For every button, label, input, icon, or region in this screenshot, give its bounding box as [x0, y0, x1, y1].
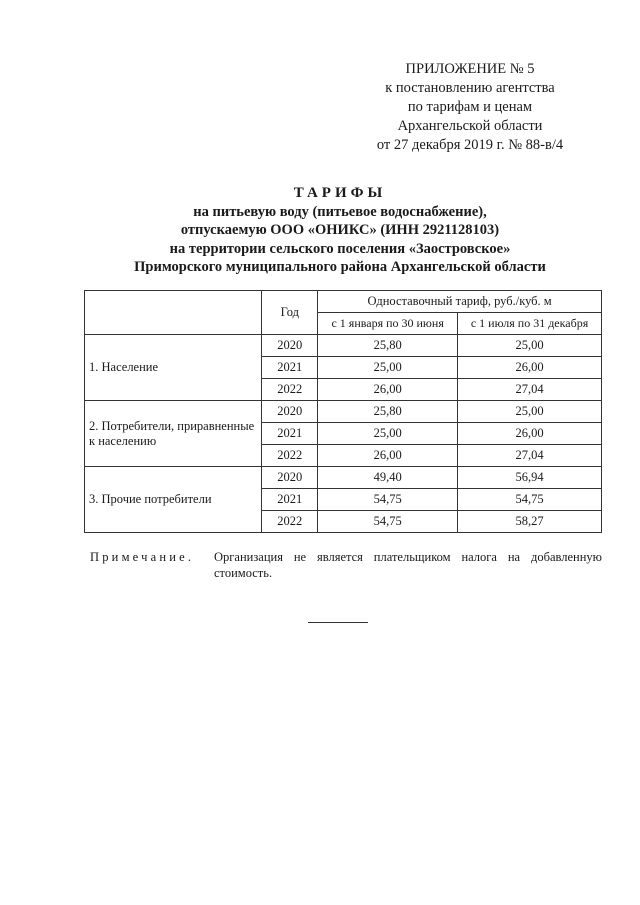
- title-line: отпускаемую ООО «ОНИКС» (ИНН 2921128103): [180, 222, 500, 239]
- year-cell: 2020: [262, 467, 318, 489]
- category-cell: 2. Потребители, приравненные к населению: [85, 401, 262, 467]
- tariff-cell: 54,75: [318, 489, 458, 511]
- tariff-cell: 25,00: [458, 335, 602, 357]
- category-cell: 3. Прочие потребители: [85, 467, 262, 533]
- appendix-line: Архангельской области: [397, 118, 543, 134]
- note-label: Примечание.: [90, 550, 195, 564]
- table-row: [85, 401, 602, 423]
- tariff-cell: 26,00: [318, 379, 458, 401]
- tariff-cell: 25,00: [318, 357, 458, 379]
- appendix-line: от 27 декабря 2019 г. № 88-в/4: [376, 137, 564, 153]
- appendix-line: по тарифам и ценам: [407, 99, 533, 115]
- appendix-line: ПРИЛОЖЕНИЕ № 5: [405, 61, 535, 77]
- tariff-cell: 25,80: [318, 401, 458, 423]
- year-cell: 2021: [262, 423, 318, 445]
- tariff-cell: 26,00: [458, 357, 602, 379]
- tariff-cell: 54,75: [458, 489, 602, 511]
- tariff-cell: 58,27: [458, 511, 602, 533]
- tariff-cell: 26,00: [318, 445, 458, 467]
- header-period-1: с 1 января по 30 июня: [318, 313, 458, 335]
- appendix-header: [340, 60, 600, 155]
- year-cell: 2022: [262, 379, 318, 401]
- tariff-cell: 49,40: [318, 467, 458, 489]
- header-year: Год: [262, 291, 318, 335]
- header-tariff: Одноставочный тариф, руб./куб. м: [318, 291, 602, 313]
- header-period-2: с 1 июля по 31 декабря: [458, 313, 602, 335]
- year-cell: 2020: [262, 401, 318, 423]
- year-cell: 2020: [262, 335, 318, 357]
- note: [90, 549, 602, 581]
- tariff-cell: 26,00: [458, 423, 602, 445]
- header-category: [85, 291, 262, 335]
- tariff-table: [84, 290, 602, 533]
- note-text: Организация не является плательщиком налога на добавленную стоимость.: [214, 550, 602, 580]
- table-row: [85, 335, 602, 357]
- year-cell: 2021: [262, 357, 318, 379]
- title-line: на питьевую воду (питьевое водоснабжение),: [193, 203, 487, 220]
- document-title: [40, 184, 640, 277]
- year-cell: 2021: [262, 489, 318, 511]
- closing-divider: [308, 622, 368, 623]
- year-cell: 2022: [262, 511, 318, 533]
- appendix-line: к постановлению агентства: [385, 80, 555, 96]
- tariff-cell: 56,94: [458, 467, 602, 489]
- tariff-cell: 25,00: [458, 401, 602, 423]
- title-line: Приморского муниципального района Архангельской области: [134, 259, 546, 276]
- tariff-cell: 25,80: [318, 335, 458, 357]
- title-line: на территории сельского поселения «Заостровское»: [169, 240, 511, 257]
- tariff-cell: 25,00: [318, 423, 458, 445]
- tariff-cell: 27,04: [458, 379, 602, 401]
- tariff-cell: 27,04: [458, 445, 602, 467]
- tariff-cell: 54,75: [318, 511, 458, 533]
- title-main: ТАРИФЫ: [293, 185, 387, 201]
- category-cell: 1. Население: [85, 335, 262, 401]
- year-cell: 2022: [262, 445, 318, 467]
- table-row: [85, 467, 602, 489]
